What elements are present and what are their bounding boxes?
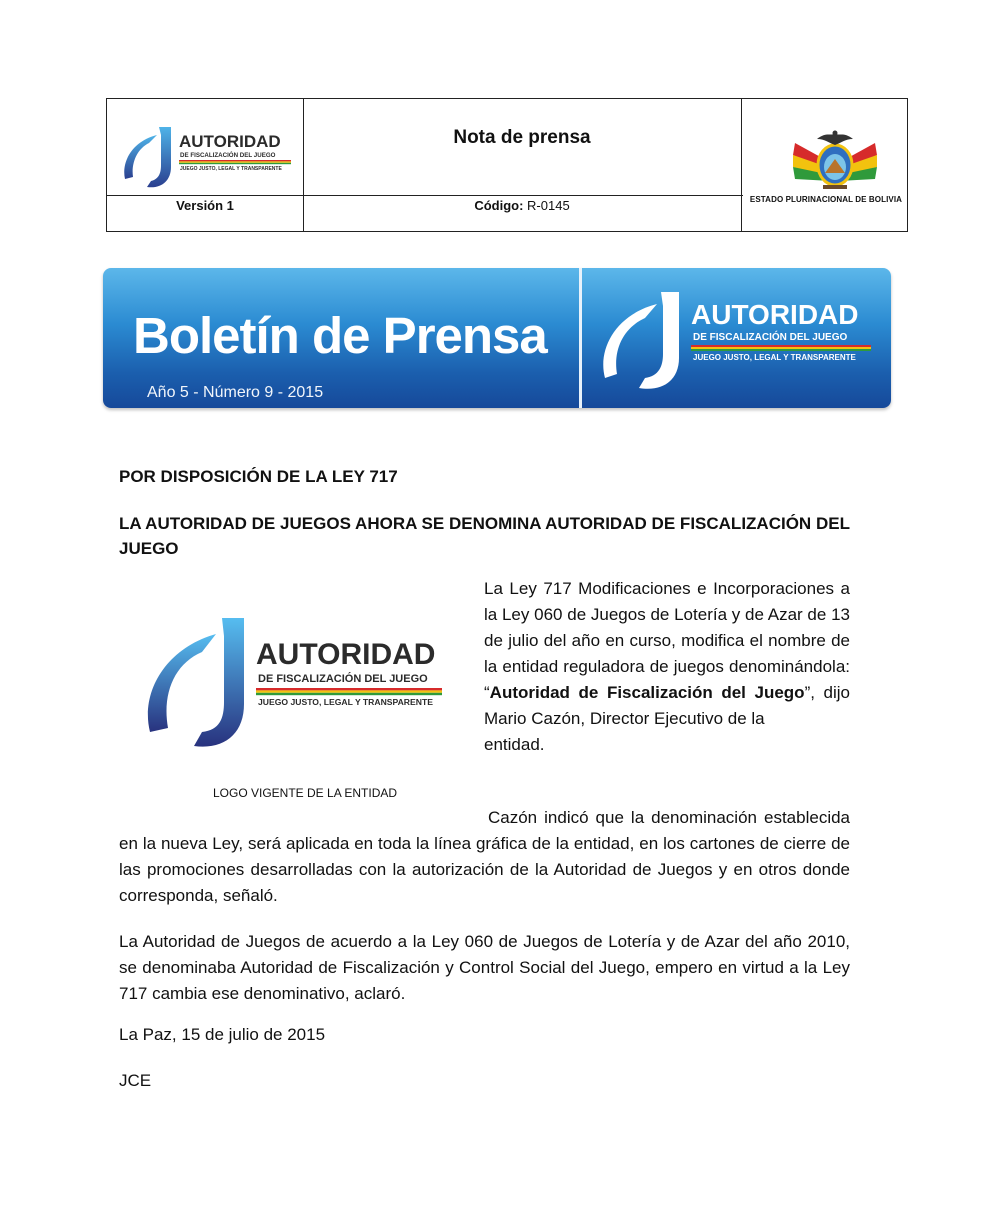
svg-text:DE FISCALIZACIÓN DEL JUEGO: DE FISCALIZACIÓN DEL JUEGO bbox=[258, 673, 428, 685]
code-value: R-0145 bbox=[527, 198, 570, 213]
p1-text-start: La Ley 717 Modificaciones e Incorporaciones a la Ley 060 de Juegos de Lotería y de Azar de 13 de julio del año en curso, modifica el nombre de la entidad reguladora de juegos denominándola: “ bbox=[484, 579, 850, 702]
svg-text:DE FISCALIZACIÓN DEL JUEGO: DE FISCALIZACIÓN DEL JUEGO bbox=[180, 152, 276, 159]
p1-text-end: ”, dijo Mario Cazón, Director Ejecutivo de la bbox=[484, 683, 850, 728]
document-header-table bbox=[106, 98, 908, 232]
bolivia-coat-of-arms-icon bbox=[787, 125, 883, 193]
p2-text: Cazón indicó que la denominación establecida en la nueva Ley, será aplicada en toda la línea gráfica de la entidad, en los cartones de cierre de las promociones desarrolladas con la autorización de la Autoridad de Juegos y en otros donde corresponda, señaló. bbox=[119, 808, 850, 905]
svg-text:AUTORIDAD: AUTORIDAD bbox=[691, 299, 859, 330]
article-paragraph-2 bbox=[119, 805, 850, 909]
figure-caption: LOGO VIGENTE DE LA ENTIDAD bbox=[213, 786, 398, 800]
code-label: Código: bbox=[474, 198, 524, 213]
press-bulletin-banner bbox=[103, 268, 891, 408]
state-name: ESTADO PLURINACIONAL DE BOLIVIA bbox=[749, 195, 903, 204]
banner-title: Boletín de Prensa bbox=[133, 307, 547, 364]
aj-logo-large bbox=[140, 612, 450, 752]
banner-issue: Año 5 - Número 9 - 2015 bbox=[147, 384, 324, 401]
svg-text:AUTORIDAD: AUTORIDAD bbox=[256, 638, 436, 671]
article-paragraph-3: La Autoridad de Juegos de acuerdo a la Ley 060 de Juegos de Lotería y de Azar del año 2010, se denominaba Autoridad de Fiscalización y Control Social del Juego, empero en virtud a la Ley 717 cambia ese denominativo, aclaró. bbox=[119, 932, 850, 1003]
version-label: Versión 1 bbox=[176, 198, 234, 213]
aj-logo-small bbox=[119, 121, 299, 189]
aj-logo-white bbox=[595, 286, 885, 392]
article-headline: LA AUTORIDAD DE JUEGOS AHORA SE DENOMINA AUTORIDAD DE FISCALIZACIÓN DEL JUEGO bbox=[119, 514, 850, 558]
banner-divider bbox=[579, 268, 582, 408]
document-type-title: Nota de prensa bbox=[453, 127, 591, 148]
svg-text:JUEGO JUSTO, LEGAL Y TRANSPARE: JUEGO JUSTO, LEGAL Y TRANSPARENTE bbox=[258, 697, 433, 707]
article-paragraph-1 bbox=[484, 576, 850, 758]
place-and-date: La Paz, 15 de julio de 2015 bbox=[119, 1025, 326, 1044]
p1-entity-name: Autoridad de Fiscalización del Juego bbox=[489, 683, 805, 702]
table-divider bbox=[107, 195, 743, 196]
table-divider bbox=[741, 99, 742, 231]
document-code bbox=[303, 198, 741, 213]
article-figure bbox=[132, 572, 450, 794]
svg-text:JUEGO JUSTO, LEGAL Y TRANSPARE: JUEGO JUSTO, LEGAL Y TRANSPARENTE bbox=[693, 353, 856, 362]
svg-text:JUEGO JUSTO, LEGAL Y TRANSPARE: JUEGO JUSTO, LEGAL Y TRANSPARENTE bbox=[180, 166, 282, 172]
svg-text:DE FISCALIZACIÓN DEL JUEGO: DE FISCALIZACIÓN DEL JUEGO bbox=[693, 332, 848, 343]
article-kicker: POR DISPOSICIÓN DE LA LEY 717 bbox=[119, 467, 398, 486]
author-initials: JCE bbox=[119, 1071, 152, 1090]
svg-text:AUTORIDAD: AUTORIDAD bbox=[179, 132, 281, 151]
p1-text-last: entidad. bbox=[484, 735, 545, 754]
